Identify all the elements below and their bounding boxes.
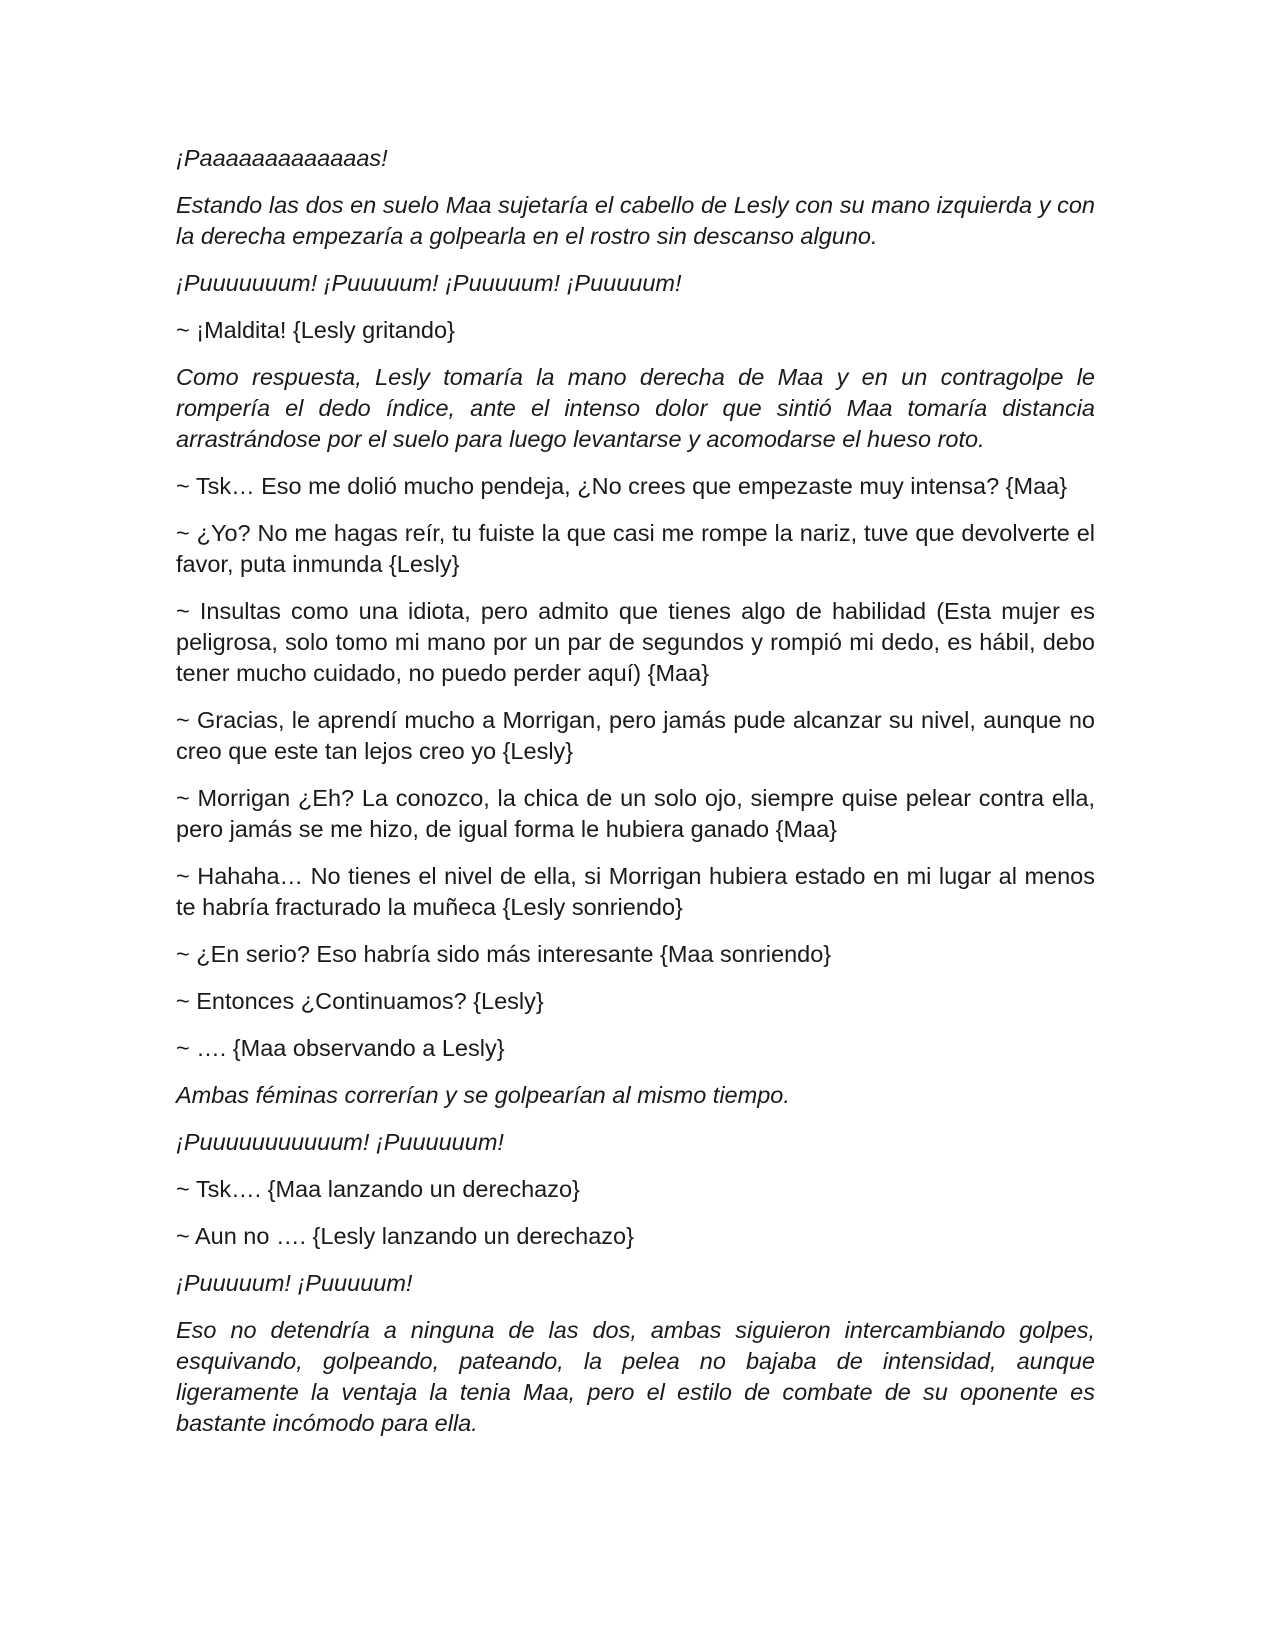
dialogue-line: ~ …. {Maa observando a Lesly} [176, 1035, 505, 1061]
narration-paragraph: Eso no detendría a ninguna de las dos, ambas siguieron intercambiando golpes, esquivando, golpeando, pateando, la pelea no bajaba de intensidad, aunque ligeramente la ventaja la tenia Maa, pero el estilo de combate de su oponente es bastante incómodo para ella. [176, 1317, 1095, 1436]
dialogue-line: ~ Aun no …. {Lesly lanzando un derechazo} [176, 1223, 634, 1249]
sound-effect-text: ¡Puuuuum! ¡Puuuuum! [176, 1270, 413, 1296]
dialogue-line: ~ Morrigan ¿Eh? La conozco, la chica de un solo ojo, siempre quise pelear contra ella, pero jamás se me hizo, de igual forma le hubiera ganado {Maa} [176, 785, 1095, 842]
dialogue-line: ~ Tsk…. {Maa lanzando un derechazo} [176, 1176, 580, 1202]
narration-paragraph: Ambas féminas correrían y se golpearían al mismo tiempo. [176, 1082, 790, 1108]
sound-effect-text: ¡Puuuuuuum! ¡Puuuuum! ¡Puuuuum! ¡Puuuuum! [176, 270, 682, 296]
document-page [176, 143, 1095, 1455]
narration-paragraph: Estando las dos en suelo Maa sujetaría el cabello de Lesly con su mano izquierda y con la derecha empezaría a golpearla en el rostro sin descanso alguno. [176, 192, 1095, 249]
dialogue-line: ~ ¡Maldita! {Lesly gritando} [176, 317, 455, 343]
dialogue-line: ~ Hahaha… No tienes el nivel de ella, si Morrigan hubiera estado en mi lugar al menos te habría fracturado la muñeca {Lesly sonriendo} [176, 863, 1095, 920]
dialogue-line: ~ ¿En serio? Eso habría sido más interesante {Maa sonriendo} [176, 941, 832, 967]
dialogue-line: ~ Tsk… Eso me dolió mucho pendeja, ¿No crees que empezaste muy intensa? {Maa} [176, 473, 1068, 499]
sound-effect-text: ¡Puuuuuuuuuuum! ¡Puuuuuum! [176, 1129, 504, 1155]
narration-paragraph: Como respuesta, Lesly tomaría la mano derecha de Maa y en un contragolpe le rompería el dedo índice, ante el intenso dolor que sintió Maa tomaría distancia arrastrándose por el suelo para luego levantarse y acomodarse el hueso roto. [176, 364, 1095, 452]
dialogue-line: ~ ¿Yo? No me hagas reír, tu fuiste la que casi me rompe la nariz, tuve que devolverte el favor, puta inmunda {Lesly} [176, 520, 1095, 577]
dialogue-line: ~ Gracias, le aprendí mucho a Morrigan, pero jamás pude alcanzar su nivel, aunque no creo que este tan lejos creo yo {Lesly} [176, 707, 1095, 764]
dialogue-line: ~ Insultas como una idiota, pero admito que tienes algo de habilidad (Esta mujer es peligrosa, solo tomo mi mano por un par de segundos y rompió mi dedo, es hábil, debo tener mucho cuidado, no puedo perder aquí) {Maa} [176, 598, 1095, 686]
dialogue-line: ~ Entonces ¿Continuamos? {Lesly} [176, 988, 544, 1014]
sound-effect-text: ¡Paaaaaaaaaaaaas! [176, 145, 388, 171]
